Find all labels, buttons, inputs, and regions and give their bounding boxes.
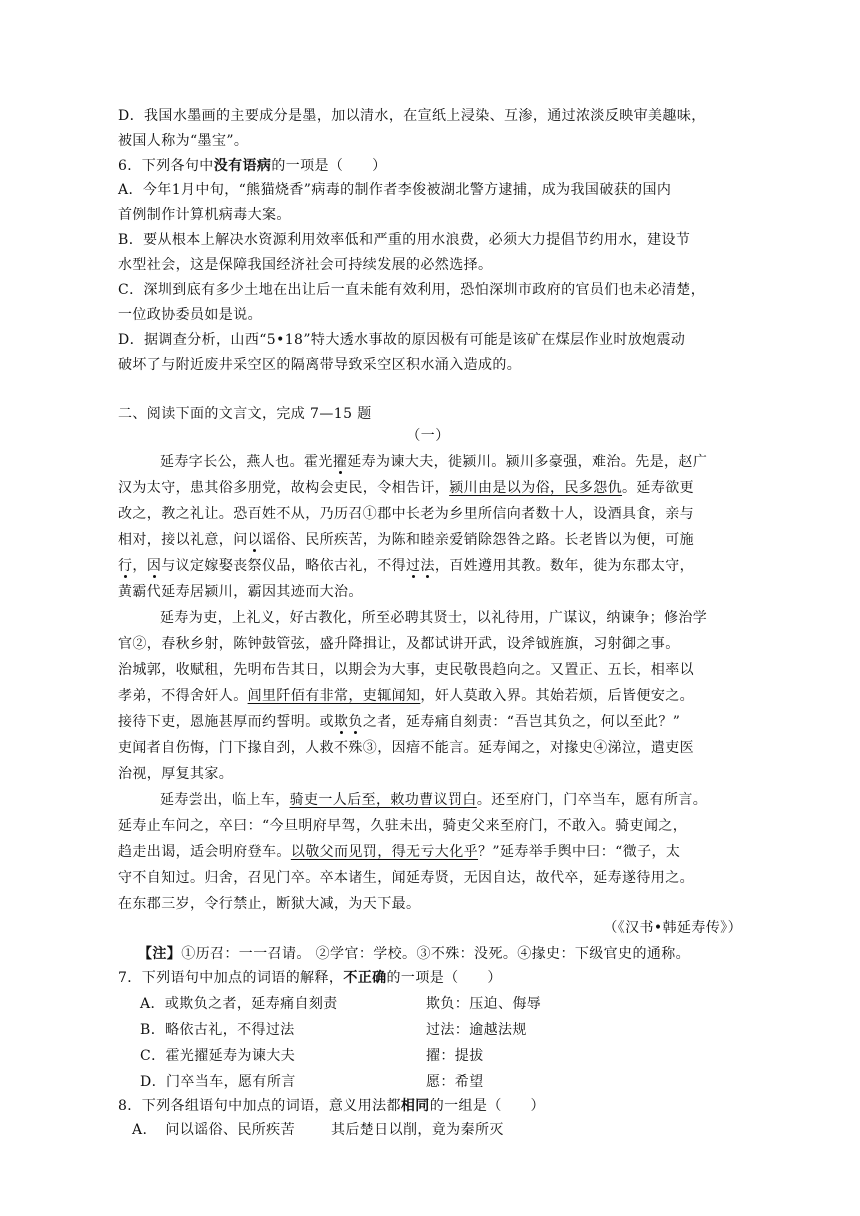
passage-p1-line-2: 汉为太守，患其俗多朋党，故构会吏民，令相告讦，颍川由是以为俗，民多怨仇。延寿欲更 (118, 480, 695, 496)
passage-p1-line-3: 改之，教之礼让。恐百姓不从，乃历召①郡中长老为乡里所信向者数十人，设酒具食，亲与 (118, 506, 694, 522)
q6-option-a-line-1: A．今年1月中旬，“熊猫烧香”病毒的制作者李俊被湖北警方逮捕，成为我国破获的国内 (118, 182, 672, 198)
q7-option-a: A．或欺负之者，延寿痛自刻责 欺负：压迫、侮辱 (140, 996, 542, 1012)
q6-option-c-line-2: 一位政协委员如是说。 (118, 307, 262, 323)
dotted-word: 过 (406, 558, 421, 574)
underlined-sentence: 颍川由是以为俗，民多怨仇 (449, 480, 623, 496)
passage-p1-line-6: 黄霸代延寿居颍川，霸因其迹而大治。 (118, 584, 363, 600)
q6-option-c-line-1: C．深圳到底有多少土地在出让后一直未能有效利用，恐怕深圳市政府的官员们也未必清楚， (118, 282, 706, 298)
passage-p2-line-4: 孝弟，不得舍奸人。闾里阡佰有非常，吏辄闻知，奸人莫敢入界。其始若烦，后皆便安之。 (118, 688, 695, 704)
passage-p2-line-5: 接待下吏，恩施甚厚而约誓明。或欺负之者，延寿痛自刻责：“吾岂其负之，何以至此？” (118, 714, 681, 730)
passage-p1-line-1: 延寿字长公，燕人也。霍光擢延寿为谏大夫，徙颍川。颍川多豪强，难治。先是，赵广 (160, 454, 708, 470)
passage-p2-line-3: 治城郭，收赋租，先明布告其日，以期会为大事，吏民敬畏趋向之。又置正、五长，相率以 (118, 662, 694, 678)
q6-option-b-line-2: 水型社会，这是保障我国经济社会可持续发展的必然选择。 (118, 257, 493, 273)
source-citation: （《汉书•韩延寿传》） (603, 920, 742, 936)
dotted-word: 以 (247, 532, 263, 548)
dotted-word: 因 (146, 558, 162, 574)
dotted-word: 负 (348, 714, 363, 730)
passage-p3-line-3: 趋走出谒，适会明府登车。以敬父而见罚，得无亏大化乎？”延寿举手舆中曰：“微子，太 (118, 844, 681, 860)
q6-option-a-line-2: 首例制作计算机病毒大案。 (118, 207, 291, 223)
dotted-word: 欺 (334, 714, 349, 730)
q7-option-b: B．略依古礼，不得过法 过法：逾越法规 (140, 1022, 527, 1038)
footnote: 【注】①历召：一一召请。 ②学官：学校。③不殊：没死。④掾史：下级官史的通称。 (138, 946, 691, 962)
q6-option-d-line-2: 破坏了与附近废井采空区的隔离带导致采空区积水涌入造成的。 (118, 357, 522, 373)
q7-option-d: D．门卒当车，愿有所言 愿：希望 (140, 1074, 484, 1090)
underlined-sentence: 以敬父而见罚，得无亏大化乎 (290, 844, 479, 860)
passage-p2-line-7: 治视，厚复其家。 (118, 766, 234, 782)
passage-p3-line-1: 延寿尝出，临上车，骑吏一人后至，敕功曹议罚白。还至府门，门卒当车，愿有所言。 (160, 792, 708, 808)
q8-stem: 8．下列各组语句中加点的词语，意义用法都相同的一组是（ ） (118, 1098, 545, 1114)
q7-option-c: C．霍光擢延寿为谏大夫 擢：提拔 (140, 1048, 484, 1064)
part-marker: （一） (406, 428, 450, 444)
underlined-sentence: 骑吏一人后至，敕功曹议罚白 (289, 792, 477, 808)
passage-p2-line-6: 吏闻者自伤悔，门下掾自刭，人救不殊③，因瘖不能言。延寿闻之，对掾史④涕泣，遣吏医 (118, 740, 694, 756)
passage-p2-line-1: 延寿为吏，上礼义，好古教化，所至必聘其贤士，以礼待用，广谋议，纳谏争；修治学 (160, 610, 708, 626)
passage-p2-line-2: 官②，春秋乡射，陈钟鼓管弦，盛升降揖让，及都试讲开武，设斧钺旌旗，习射御之事。 (118, 636, 680, 652)
passage-p3-line-5: 在东郡三岁，令行禁止，断狱大减，为天下最。 (118, 896, 421, 912)
q6-option-b-line-1: B．要从根本上解决水资源利用效率低和严重的用水浪费，必须大力提倡节约用水，建设节 (118, 232, 691, 248)
q5-option-d-line-1: D．我国水墨画的主要成分是墨，加以清水，在宣纸上浸染、互渗，通过浓淡反映审美趣味， (118, 108, 706, 124)
section-heading: 二、阅读下面的文言文，完成 7—15 题 (118, 406, 372, 422)
underlined-sentence: 闾里阡佰有非常，吏辄闻知 (247, 688, 421, 704)
passage-p3-line-4: 守不自知过。归舍，召见门卒。卒本诸生，闻延寿贤，无因自达，故代卒，延寿遂待用之。 (118, 870, 694, 886)
passage-p3-line-2: 延寿止车问之，卒曰：“今旦明府早驾，久驻未出，骑吏父来至府门，不敢入。骑吏闻之， (118, 818, 688, 834)
q6-stem: 6．下列各句中没有语病的一项是（ ） (118, 158, 387, 174)
passage-p1-line-4: 相对，接以礼意，问以谣俗、民所疾苦，为陈和睦亲爱销除怨咎之路。长老皆以为便，可施 (118, 532, 695, 548)
passage-p1-line-5: 行，因与议定嫁娶丧祭仪品，略依古礼，不得过法，百姓遵用其教。数年，徙为东郡太守， (118, 558, 695, 574)
q5-option-d-line-2: 被国人称为“墨宝”。 (118, 133, 249, 149)
q6-option-d-line-1: D．据调查分析，山西“5•18”特大透水事故的原因极有可能是该矿在煤层作业时放炮震动 (118, 332, 686, 348)
dotted-word: 擢 (332, 454, 348, 470)
dotted-word: 行 (118, 558, 133, 574)
q8-option-a: A. 问以谣俗、民所疾苦 其后楚日以削，竟为秦所灭 (132, 1122, 504, 1138)
q7-stem: 7．下列语句中加点的词语的解释，不正确的一项是（ ） (118, 970, 502, 986)
dotted-word: 法 (420, 558, 435, 574)
